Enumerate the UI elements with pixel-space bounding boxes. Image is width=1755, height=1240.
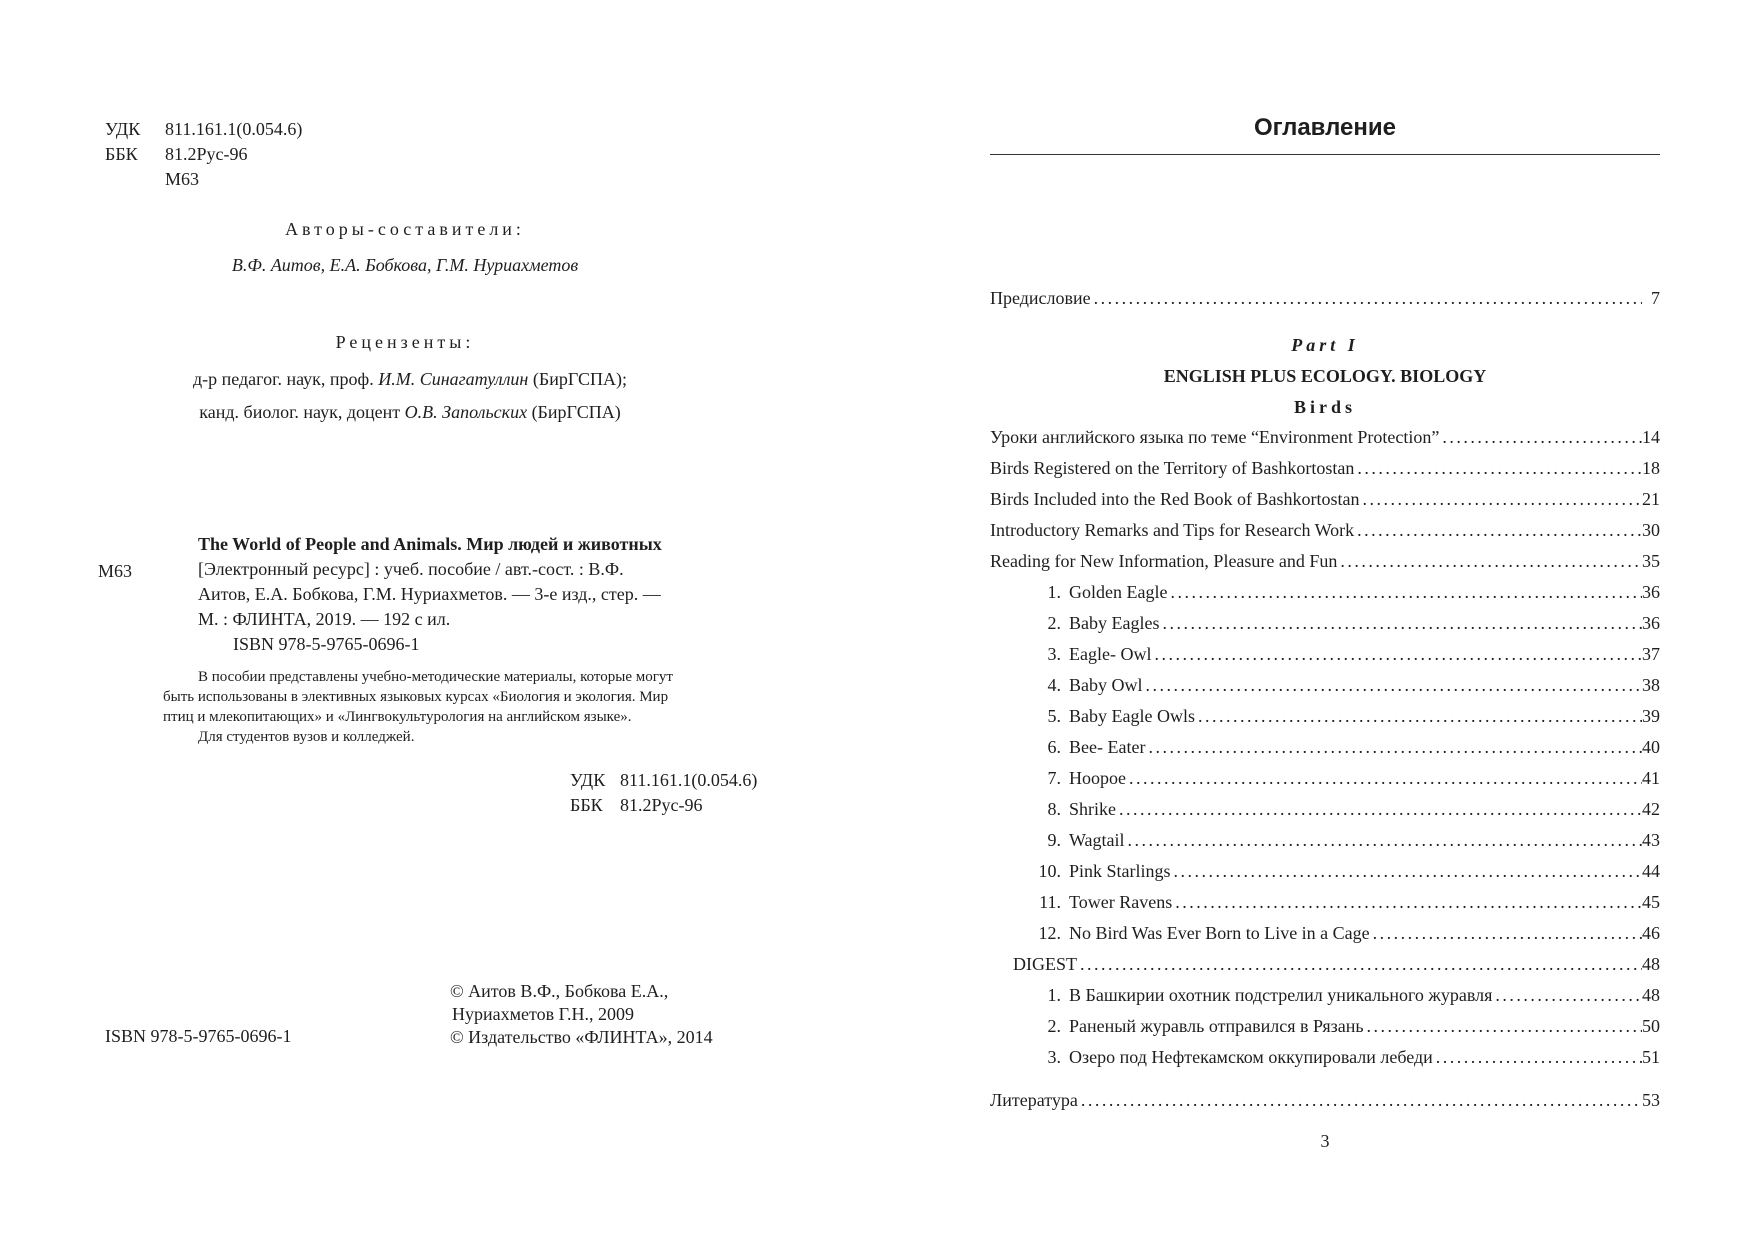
udk-label: УДК (105, 119, 141, 139)
toc-subentry-page: 36 (1642, 613, 1660, 633)
toc-entry-page: 53 (1642, 1090, 1660, 1110)
udk-value: 811.161.1(0.054.6) (165, 119, 303, 139)
dot-leader (1172, 891, 1642, 913)
toc-subentry-page: 46 (1642, 923, 1660, 943)
toc-subentry-title: В Башкирии охотник подстрелил уникального журавля (1069, 985, 1493, 1005)
reviewers-heading: Рецензенты: (335, 332, 475, 352)
dot-leader (1433, 1046, 1642, 1068)
toc-subentry-page: 48 (1642, 985, 1660, 1005)
toc-entry-page: 35 (1642, 551, 1660, 571)
dot-leader (1151, 643, 1642, 665)
toc-subentry[interactable] (1023, 643, 1660, 665)
biblio-isbn: ISBN 978-5-9765-0696-1 (233, 634, 420, 654)
toc-subentry-title: Baby Eagles (1069, 613, 1160, 633)
isbn-bottom: ISBN 978-5-9765-0696-1 (105, 1026, 292, 1046)
toc-subentry[interactable] (1023, 922, 1660, 944)
toc-subentry[interactable] (1023, 767, 1660, 789)
toc-subentry-number: 8. (1047, 799, 1061, 819)
toc-subentry-title: Озеро под Нефтекамском оккупировали лебеди (1069, 1047, 1433, 1067)
toc-subentry[interactable] (1023, 674, 1660, 696)
dot-leader (1354, 519, 1642, 541)
toc-subentry-number: 2. (1047, 613, 1061, 633)
dot-leader (1171, 860, 1642, 882)
author-code: М63 (165, 169, 200, 189)
toc-entry-title: Предисловие (990, 288, 1091, 308)
udk-bottom-value: 811.161.1(0.054.6) (620, 770, 758, 790)
toc-subentry-page: 43 (1642, 830, 1660, 850)
toc-subentry[interactable] (1023, 581, 1660, 603)
toc-subentry-title: Wagtail (1069, 830, 1125, 850)
reviewer-2-name: О.В. Запольских (404, 402, 528, 422)
toc-subentry-number: 11. (1039, 892, 1061, 912)
biblio-line-4: М. : ФЛИНТА, 2019. — 192 с ил. (198, 609, 451, 629)
toc-subentry-page: 38 (1642, 675, 1660, 695)
reviewer-2 (160, 401, 660, 423)
toc-entry-page: 48 (1642, 954, 1660, 974)
toc-subentry-title: Eagle- Owl (1069, 644, 1152, 664)
toc-subentry-page: 50 (1642, 1016, 1660, 1036)
part-title: ENGLISH PLUS ECOLOGY. BIOLOGY (1163, 366, 1487, 386)
dot-leader (1078, 1089, 1642, 1111)
toc-subentry[interactable] (1023, 891, 1660, 913)
toc-subentry[interactable] (1023, 1015, 1660, 1037)
toc-subentry-page: 42 (1642, 799, 1660, 819)
toc-subentry[interactable] (1023, 829, 1660, 851)
toc-subentry-number: 3. (1047, 644, 1061, 664)
toc-subentry-page: 39 (1642, 706, 1660, 726)
part-label: Part I (1291, 335, 1359, 355)
toc-subentry-number: 1. (1047, 985, 1061, 1005)
toc-subentry-title: Раненый журавль отправился в Рязань (1069, 1016, 1364, 1036)
toc-entry-page: 18 (1642, 458, 1660, 478)
udk-block (105, 118, 302, 193)
toc-subentry-number: 10. (1038, 861, 1061, 881)
toc-entry[interactable] (990, 457, 1660, 479)
dot-leader (1126, 767, 1642, 789)
biblio-line-3: Аитов, Е.А. Бобкова, Г.М. Нуриахметов. — 3-е изд., стер. — (198, 584, 661, 604)
copyright-block (450, 980, 713, 1049)
dot-leader (1116, 798, 1642, 820)
dot-leader (1077, 953, 1642, 975)
dot-leader (1159, 612, 1642, 634)
dot-leader (1091, 287, 1642, 309)
toc-subentry-title: Golden Eagle (1069, 582, 1168, 602)
udk-bottom-block (570, 769, 757, 819)
dot-leader (1364, 1015, 1642, 1037)
dot-leader (1359, 488, 1642, 510)
toc-title: Оглавление (1254, 114, 1396, 141)
toc-subentry[interactable] (1023, 984, 1660, 1006)
section-title: Birds (1293, 397, 1356, 417)
reviewer-2-prefix: канд. биолог. наук, доцент (199, 402, 401, 422)
toc-subentry-title: Shrike (1069, 799, 1116, 819)
toc-entry-title: DIGEST (1013, 954, 1077, 974)
toc-entry-page: 14 (1642, 427, 1660, 447)
toc-subentry[interactable] (1023, 1046, 1660, 1068)
udk-bottom-label: УДК (570, 770, 606, 790)
toc-subentry-title: Baby Owl (1069, 675, 1143, 695)
toc-subentry-number: 1. (1047, 582, 1061, 602)
dot-leader (1370, 922, 1642, 944)
dot-leader (1439, 426, 1642, 448)
reviewer-2-suffix: (БирГСПА) (531, 402, 621, 422)
toc-subentry[interactable] (1023, 612, 1660, 634)
toc-subentry-page: 37 (1642, 644, 1660, 664)
dot-leader (1167, 581, 1642, 603)
authors-names: В.Ф. Аитов, Е.А. Бобкова, Г.М. Нуриахметов (231, 255, 579, 275)
toc-subentry-page: 36 (1642, 582, 1660, 602)
reviewer-1-name: И.М. Синагатуллин (378, 369, 529, 389)
toc-entry-title: Birds Registered on the Territory of Bashkortostan (990, 458, 1355, 478)
page-number: 3 (1320, 1131, 1330, 1151)
reviewer-1-suffix: (БирГСПА); (532, 369, 627, 389)
annotation-line-2: быть использованы в элективных языковых курсах «Биология и экология. Мир (163, 689, 669, 705)
toc-subentry[interactable] (1023, 860, 1660, 882)
toc-subentry-page: 41 (1642, 768, 1660, 788)
toc-subentry[interactable] (1023, 705, 1660, 727)
toc-entry[interactable] (990, 488, 1660, 510)
bbk-label: ББК (105, 144, 138, 164)
dot-leader (1145, 736, 1642, 758)
toc-entry-preface[interactable] (990, 287, 1660, 309)
copyright-line-1: © Аитов В.Ф., Бобкова Е.А., (450, 981, 669, 1001)
biblio-code: М63 (98, 561, 133, 581)
bbk-value: 81.2Рус-96 (165, 144, 248, 164)
toc-subentry-title: Bee- Eater (1069, 737, 1146, 757)
toc-subentry-title: Hoopoe (1069, 768, 1126, 788)
toc-entry-title: Reading for New Information, Pleasure and Fun (990, 551, 1338, 571)
toc-subentry-number: 12. (1038, 923, 1061, 943)
toc-subentry-number: 9. (1047, 830, 1061, 850)
toc-subentry-number: 3. (1047, 1047, 1061, 1067)
biblio-title: The World of People and Animals. Мир людей и животных (198, 534, 662, 554)
toc-subentry-title: Tower Ravens (1069, 892, 1173, 912)
toc-entry-page: 21 (1642, 489, 1660, 509)
toc-entry-page: 7 (1651, 288, 1660, 308)
copyright-line-3: © Издательство «ФЛИНТА», 2014 (450, 1027, 713, 1047)
dot-leader (1492, 984, 1642, 1006)
toc-entry-title: Introductory Remarks and Tips for Research Work (990, 520, 1355, 540)
toc-subentry[interactable] (1023, 798, 1660, 820)
dot-leader (1337, 550, 1642, 572)
toc-subentry-number: 5. (1047, 706, 1061, 726)
bbk-bottom-label: ББК (570, 795, 603, 815)
toc-subentry-page: 51 (1642, 1047, 1660, 1067)
annotation-line-4: Для студентов вузов и колледжей. (198, 729, 415, 745)
bbk-bottom-value: 81.2Рус-96 (620, 795, 703, 815)
reviewer-1-prefix: д-р педагог. наук, проф. (192, 369, 374, 389)
authors-heading: Авторы-составители: (285, 219, 525, 239)
copyright-line-2: Нуриахметов Г.Н., 2009 (452, 1004, 635, 1024)
biblio-line-2: [Электронный ресурс] : учеб. пособие / авт.-сост. : В.Ф. (198, 559, 624, 579)
toc-subentry-page: 40 (1642, 737, 1660, 757)
toc-entry[interactable] (990, 550, 1660, 572)
toc-entry-digest[interactable] (1013, 953, 1660, 975)
toc-subentry-title: Pink Starlings (1069, 861, 1171, 881)
dot-leader (1143, 674, 1643, 696)
toc-entry-page: 30 (1642, 520, 1660, 540)
toc-entry-title: Birds Included into the Red Book of Bashkortostan (990, 489, 1360, 509)
dot-leader (1125, 829, 1642, 851)
toc-subentry-page: 45 (1642, 892, 1660, 912)
annotation-line-3: птиц и млекопитающих» и «Лингвокультурология на английском языке». (163, 709, 632, 725)
toc-subentry-page: 44 (1642, 861, 1660, 881)
toc-subentry-number: 4. (1047, 675, 1061, 695)
toc-subentry-number: 7. (1047, 768, 1061, 788)
toc-entry[interactable] (990, 519, 1660, 541)
dot-leader (1354, 457, 1642, 479)
title-rule (990, 154, 1660, 155)
toc-entry[interactable] (990, 426, 1660, 448)
annotation-line-1: В пособии представлены учебно-методические материалы, которые могут (198, 669, 673, 685)
dot-leader (1195, 705, 1642, 727)
toc-entry-literature[interactable] (990, 1089, 1660, 1111)
toc-entry-title: Литература (990, 1090, 1078, 1110)
reviewer-1 (160, 368, 660, 390)
toc-subentry-title: Baby Eagle Owls (1069, 706, 1195, 726)
toc-subentry-number: 2. (1047, 1016, 1061, 1036)
toc-entry-title: Уроки английского языка по теме “Environment Protection” (990, 427, 1440, 447)
toc-subentry-number: 6. (1047, 737, 1061, 757)
toc-subentry[interactable] (1023, 736, 1660, 758)
toc-subentry-title: No Bird Was Ever Born to Live in a Cage (1069, 923, 1370, 943)
